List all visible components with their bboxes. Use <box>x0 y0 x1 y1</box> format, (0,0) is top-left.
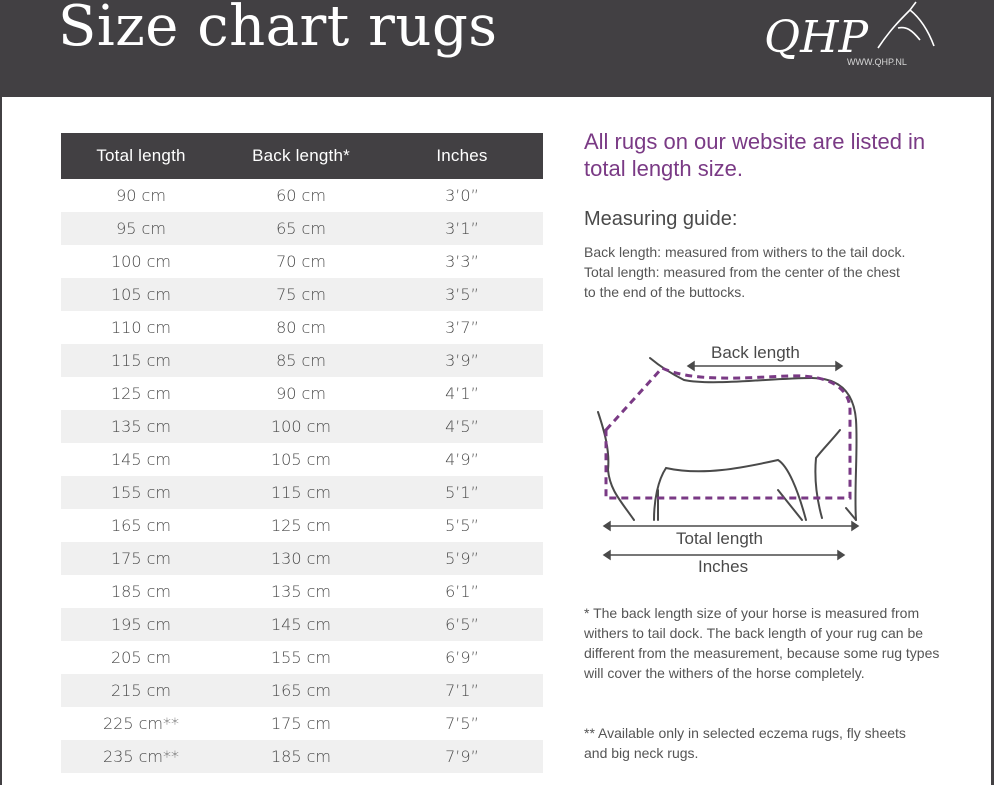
column-header-inches: Inches <box>381 133 543 179</box>
cell-total-length: 115 cm <box>61 344 221 377</box>
table-row <box>61 278 543 311</box>
cell-inches: 7’9” <box>381 740 543 773</box>
cell-inches: 6’9” <box>445 648 479 667</box>
cell-back-length: 75 cm <box>221 278 381 311</box>
cell-back-length: 80 cm <box>276 318 326 337</box>
cell-total-length: 235 cm** <box>61 740 221 773</box>
table-row <box>61 476 543 509</box>
cell-total-length: 155 cm <box>61 476 221 509</box>
cell-back-length: 165 cm <box>221 674 381 707</box>
column-header-back-length: Back length* <box>221 133 381 179</box>
cell-total-length: 125 cm <box>110 384 171 403</box>
cell-inches: 3’5” <box>381 278 543 311</box>
cell-inches: 7’5” <box>445 714 479 733</box>
table-row <box>61 377 543 410</box>
cell-back-length: 155 cm <box>270 648 331 667</box>
back-length-description: Back length: measured from withers to the tail dock. <box>584 244 906 260</box>
cell-back-length: 85 cm <box>221 344 381 377</box>
cell-inches: 5’1” <box>381 476 543 509</box>
table-row <box>61 608 543 641</box>
cell-back-length: 175 cm <box>270 714 331 733</box>
table-row <box>61 740 543 773</box>
table-row <box>61 575 543 608</box>
table-row <box>61 674 543 707</box>
cell-back-length: 90 cm <box>276 384 326 403</box>
table-row <box>61 707 543 740</box>
cell-total-length: 110 cm <box>110 318 171 337</box>
cell-back-length: 185 cm <box>221 740 381 773</box>
cell-inches: 6’1” <box>445 582 479 601</box>
cell-inches: 7’1” <box>381 674 543 707</box>
horse-legs <box>658 490 856 520</box>
cell-back-length: 70 cm <box>276 252 326 271</box>
cell-back-length: 135 cm <box>270 582 331 601</box>
cell-total-length: 205 cm <box>110 648 171 667</box>
cell-back-length: 100 cm <box>221 410 381 443</box>
cell-inches: 4’1” <box>445 384 479 403</box>
page-title: Size chart rugs <box>58 0 498 59</box>
table-row <box>61 344 543 377</box>
table-header-row <box>61 133 543 179</box>
cell-inches: 4’5” <box>381 410 543 443</box>
table-row <box>61 311 543 344</box>
cell-total-length: 195 cm <box>61 608 221 641</box>
frame-border-left <box>0 97 2 785</box>
cell-inches: 3’3” <box>445 252 479 271</box>
horse-outline <box>598 358 857 520</box>
table-row <box>61 542 543 575</box>
cell-back-length: 145 cm <box>221 608 381 641</box>
table-row <box>61 641 543 674</box>
cell-total-length: 100 cm <box>110 252 171 271</box>
total-length-description: Total length: measured from the center of the chest to the end of the buttocks. <box>584 264 900 300</box>
cell-total-length: 90 cm <box>116 186 166 205</box>
back-length-footnote: * The back length size of your horse is measured from withers to tail dock. The back length of your rug can be different from the measurement, because some rug types will cover the withers of the horse completely. <box>584 605 940 681</box>
cell-total-length: 165 cm <box>110 516 171 535</box>
rug-outline-dashed <box>606 368 850 498</box>
logo-url: WWW.QHP.NL <box>847 57 907 67</box>
cell-inches: 3’7” <box>445 318 479 337</box>
size-table <box>61 133 543 773</box>
cell-back-length: 125 cm <box>270 516 331 535</box>
cell-total-length: 145 cm <box>110 450 171 469</box>
measuring-guide-text <box>584 242 914 302</box>
total-length-label: Total length <box>676 529 763 548</box>
cell-total-length: 105 cm <box>61 278 221 311</box>
cell-inches: 4’9” <box>445 450 479 469</box>
cell-total-length: 225 cm** <box>102 714 179 733</box>
cell-back-length: 105 cm <box>270 450 331 469</box>
cell-total-length: 215 cm <box>61 674 221 707</box>
table-row <box>61 179 543 212</box>
cell-total-length: 135 cm <box>61 410 221 443</box>
cell-total-length: 185 cm <box>110 582 171 601</box>
table-row <box>61 443 543 476</box>
table-row <box>61 212 543 245</box>
cell-total-length: 175 cm <box>61 542 221 575</box>
cell-back-length: 115 cm <box>221 476 381 509</box>
cell-back-length: 60 cm <box>276 186 326 205</box>
cell-inches: 3’9” <box>381 344 543 377</box>
measuring-guide-title: Measuring guide: <box>584 208 738 230</box>
cell-back-length: 65 cm <box>221 212 381 245</box>
table-row <box>61 410 543 443</box>
cell-back-length: 130 cm <box>221 542 381 575</box>
back-length-label: Back length <box>711 343 800 362</box>
inches-label: Inches <box>698 557 749 576</box>
cell-inches: 5’5” <box>445 516 479 535</box>
cell-total-length: 95 cm <box>61 212 221 245</box>
availability-footnote: ** Available only in selected eczema rugs, fly sheets and big neck rugs. <box>584 725 906 761</box>
cell-inches: 3’0” <box>445 186 479 205</box>
headline: All rugs on our website are listed in total length size. <box>584 129 926 181</box>
logo-text: QHP <box>764 12 869 63</box>
cell-inches: 6’5” <box>381 608 543 641</box>
table-row <box>61 509 543 542</box>
cell-inches: 3’1” <box>381 212 543 245</box>
cell-inches: 5’9” <box>381 542 543 575</box>
column-header-total-length: Total length <box>61 133 221 179</box>
table-row <box>61 245 543 278</box>
